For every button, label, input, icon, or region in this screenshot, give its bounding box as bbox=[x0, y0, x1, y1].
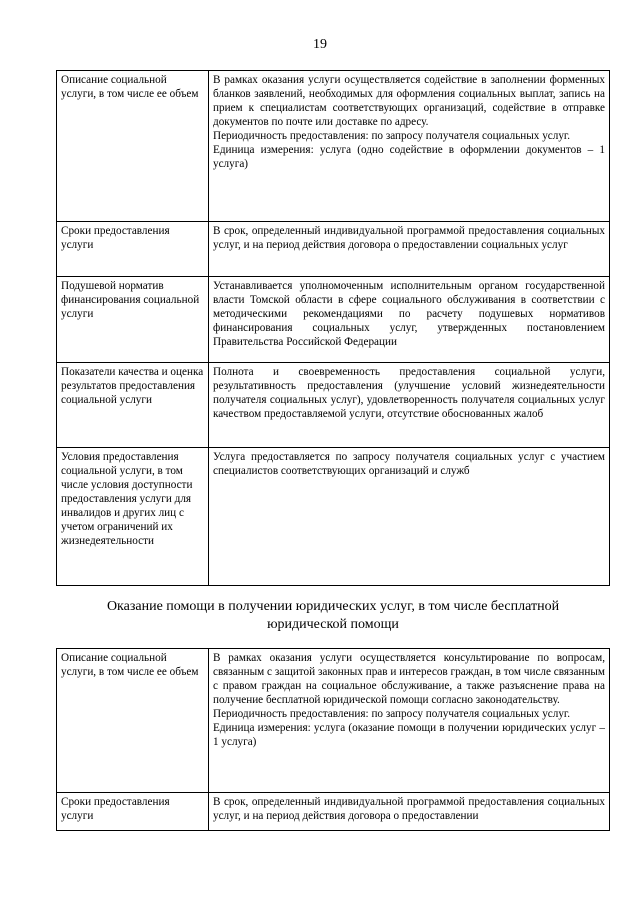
table-row bbox=[57, 649, 610, 793]
content-paragraph: В срок, определенный индивидуальной программой предоставления социальных услуг, и на период действия договора о предоставлении bbox=[213, 796, 605, 822]
row-label: Сроки предоставления услуги bbox=[57, 222, 209, 277]
content-paragraph: Услуга предоставляется по запросу получателя социальных услуг с участием специалистов соответствующих организаций и служб bbox=[213, 451, 605, 477]
row-content bbox=[209, 363, 610, 448]
row-content bbox=[209, 448, 610, 586]
table-row bbox=[57, 363, 610, 448]
row-content bbox=[209, 649, 610, 793]
service-table-1 bbox=[56, 70, 610, 586]
content-paragraph: Единица измерения: услуга (одно содействие в оформлении документов – 1 услуга) bbox=[213, 144, 605, 170]
content-paragraph: В рамках оказания услуги осуществляется содействие в заполнении форменных бланков заявлений, необходимых для оформления социальных выплат, запись на прием к специалистам соответствующих организаций, содействие в отправке документов по почте или доставке по адресу. bbox=[213, 74, 605, 128]
content-paragraph: В рамках оказания услуги осуществляется консультирование по вопросам, связанным с защитой законных прав и интересов граждан, в том числе связанным с правом граждан на социальное обслуживание, а также разъяснение права на получение бесплатной юридической помощи согласно законодательству. bbox=[213, 652, 605, 706]
content-paragraph: Периодичность предоставления: по запросу получателя социальных услуг. bbox=[213, 130, 571, 142]
row-content bbox=[209, 71, 610, 222]
row-label: Условия предоставления социальной услуги, в том числе условия доступности предоставления услуги для инвалидов и других лиц с учетом ограничений их жизнедеятельности bbox=[57, 448, 209, 586]
row-label: Описание социальной услуги, в том числе ее объем bbox=[57, 649, 209, 793]
row-label: Подушевой норматив финансирования социальной услуги bbox=[57, 277, 209, 363]
content-paragraph: Полнота и своевременность предоставления социальной услуги, результативность предоставления (улучшение условий жизнедеятельности получателя социальных услуг), удовлетворенность получателя социальных услуг качеством предоставляемой услуги, отсутствие обоснованных жалоб bbox=[213, 366, 605, 420]
table-row bbox=[57, 277, 610, 363]
service-table-2 bbox=[56, 648, 610, 831]
content-paragraph: Единица измерения: услуга (оказание помощи в получении юридических услуг – 1 услуга) bbox=[213, 722, 605, 748]
row-content bbox=[209, 793, 610, 831]
row-content bbox=[209, 277, 610, 363]
table-row bbox=[57, 71, 610, 222]
content-paragraph: В срок, определенный индивидуальной программой предоставления социальных услуг, и на период действия договора о предоставлении социальных услуг bbox=[213, 225, 605, 251]
row-content bbox=[209, 222, 610, 277]
section-title: Оказание помощи в получении юридических услуг, в том числе бесплатной юридической помощи bbox=[106, 599, 560, 632]
row-label: Описание социальной услуги, в том числе ее объем bbox=[57, 71, 209, 222]
table-row bbox=[57, 222, 610, 277]
table-row bbox=[57, 448, 610, 586]
content-paragraph: Устанавливается уполномоченным исполнительным органом государственной власти Томской области в сфере социального обслуживания в соответствии с методическими рекомендациями по расчету подушевых нормативов финансирования социальных услуг, утвержденных постановлением Правительства Российской Федерации bbox=[213, 280, 605, 348]
page-number: 19 bbox=[313, 37, 327, 52]
row-label: Сроки предоставления услуги bbox=[57, 793, 209, 831]
content-paragraph: Периодичность предоставления: по запросу получателя социальных услуг. bbox=[213, 708, 571, 720]
table-row bbox=[57, 793, 610, 831]
row-label: Показатели качества и оценка результатов предоставления социальной услуги bbox=[57, 363, 209, 448]
